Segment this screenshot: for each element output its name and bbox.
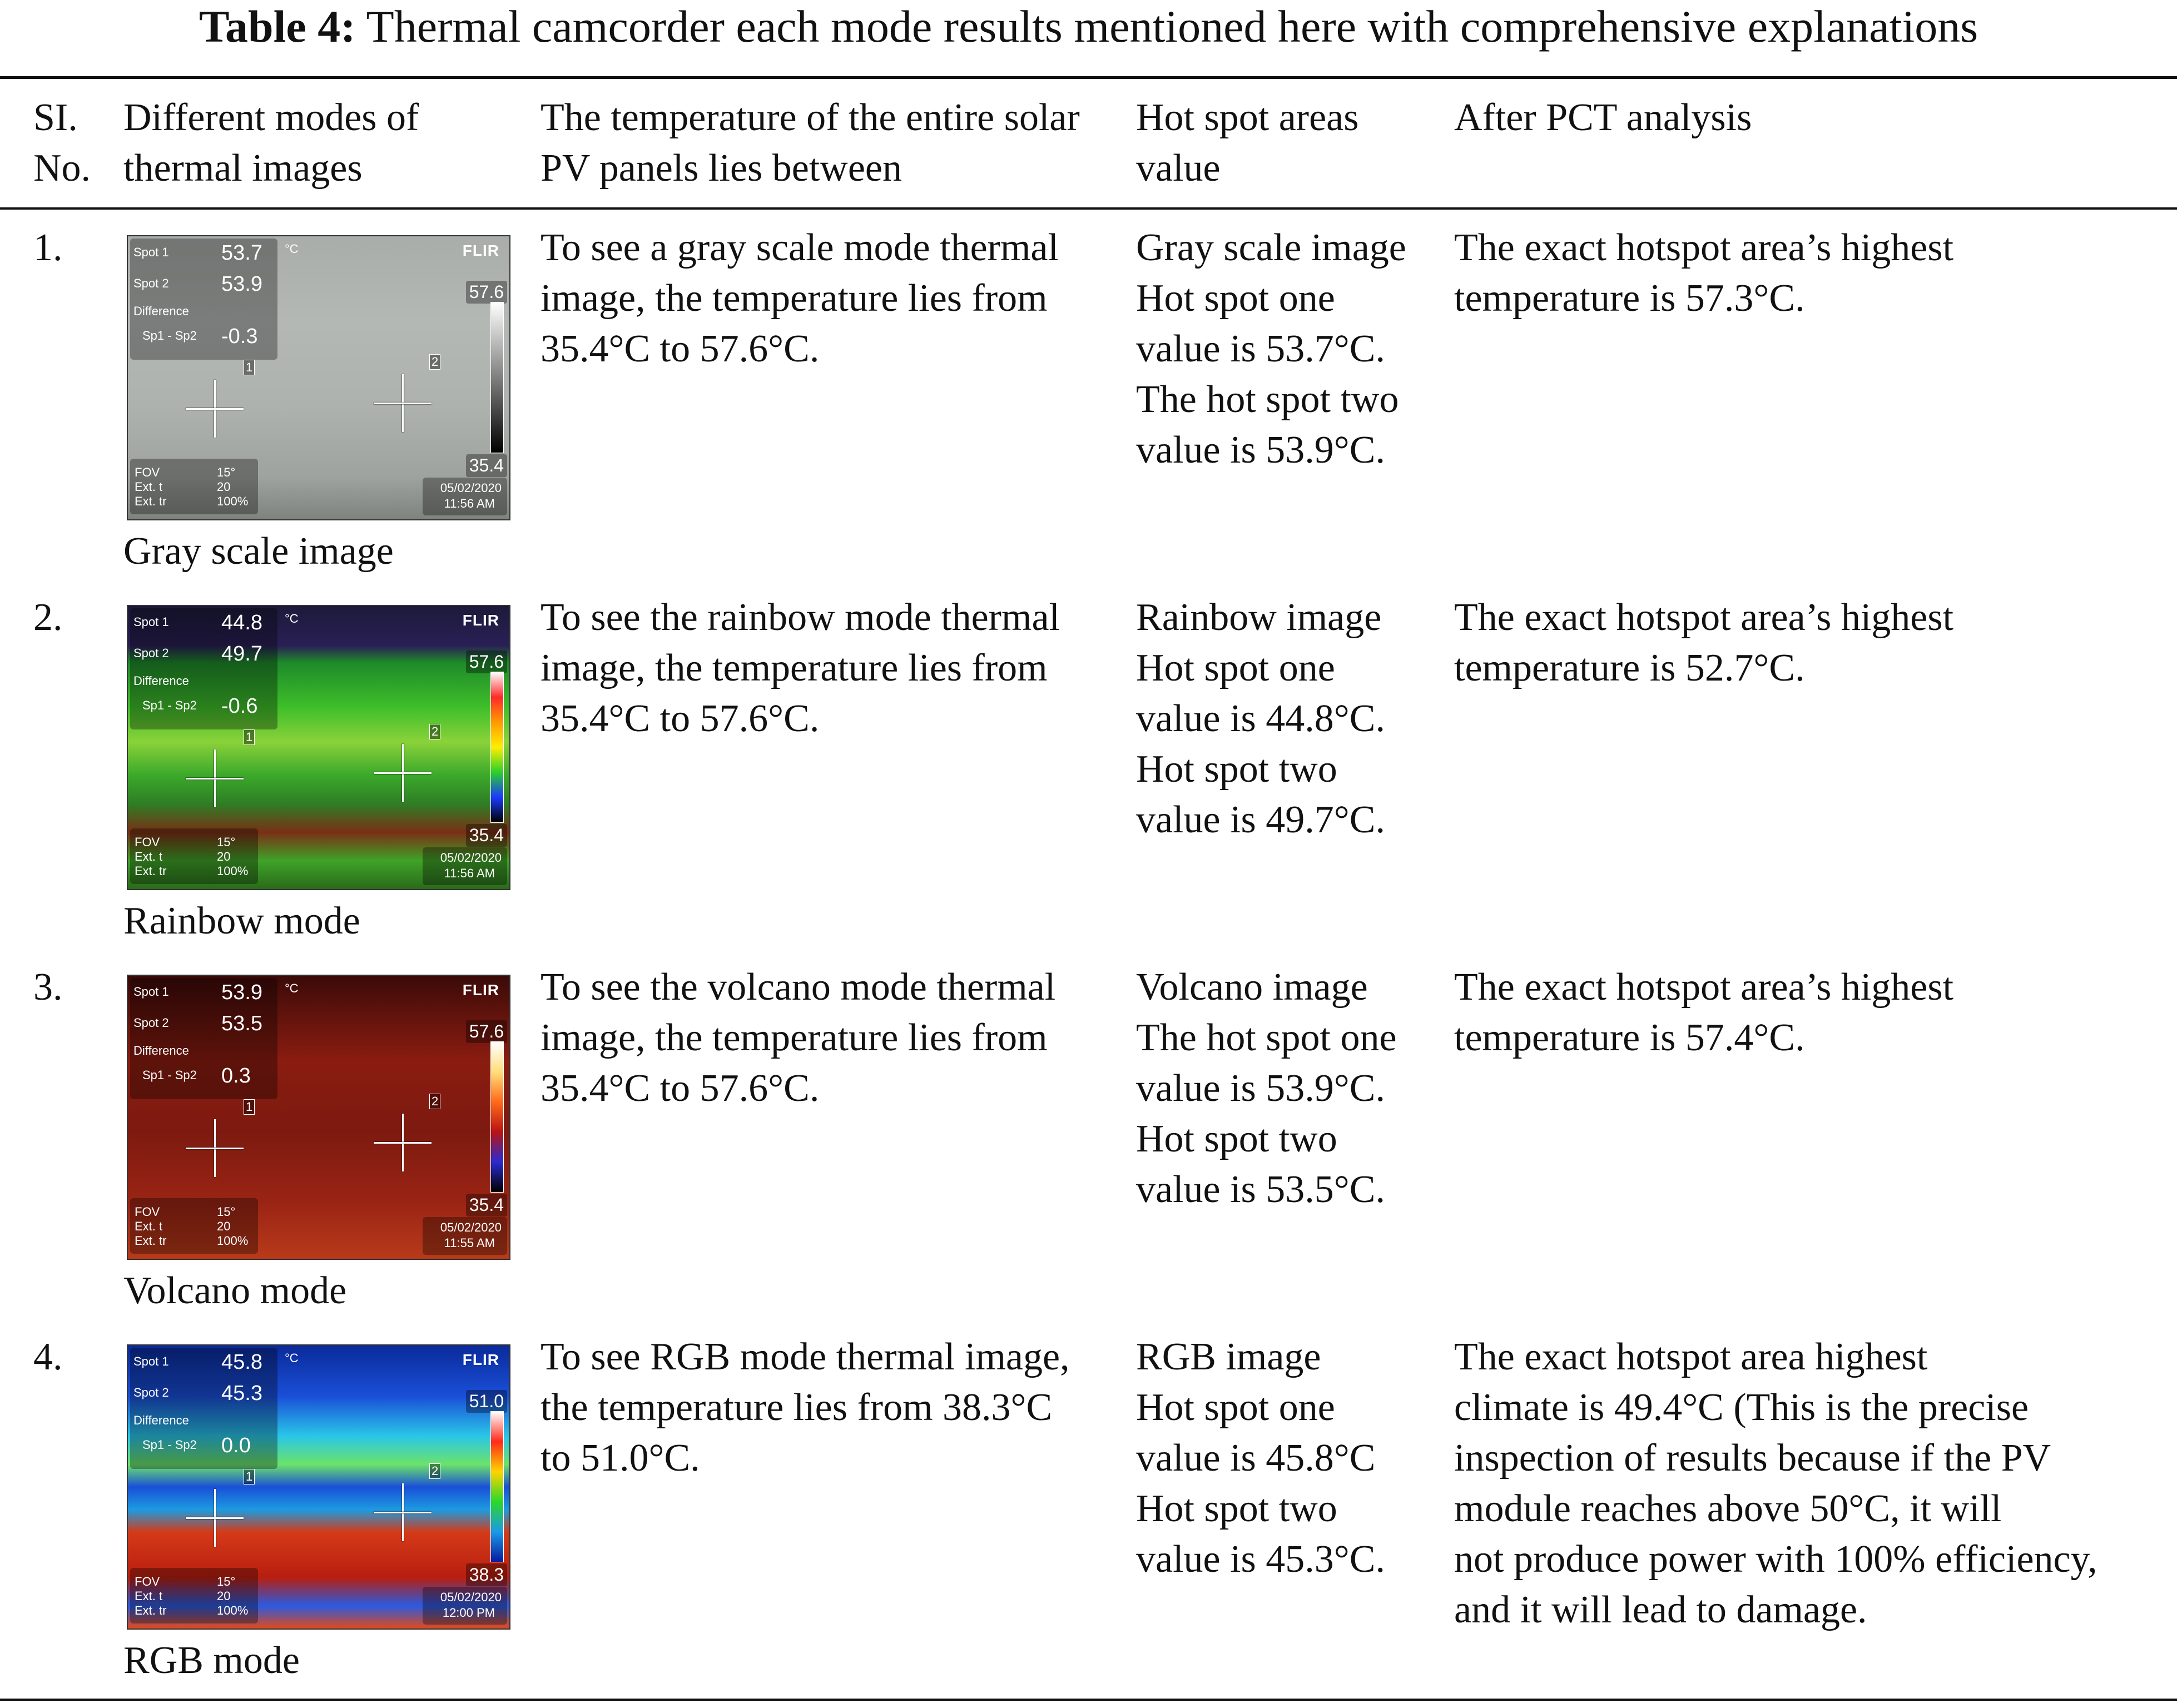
header-modes: Different modes of thermal images [123,96,419,190]
hotspot-values-text: RGB image Hot spot one value is 45.8°C Hot spot two value is 45.3°C. [1136,1335,1385,1581]
pct-analysis-text: The exact hotspot area’s highest temperature is 57.3°C. [1454,226,1954,320]
image-mode-label: Volcano mode [123,1269,347,1312]
spot1-value: 44.8 [221,611,262,634]
difference-value: 0.0 [221,1434,251,1457]
scale-min-value: 35.4 [466,1194,507,1217]
difference-label: Difference [133,1044,189,1057]
crosshair-spot-1 [186,749,244,807]
temperature-range-text: To see the rainbow mode thermal image, the temperature lies from 35.4°C to 57.6°C. [540,596,1060,740]
thermal-image-2 [127,605,510,890]
spot1-label: Spot 1 [133,985,169,999]
spot2-label: Spot 2 [133,1386,169,1399]
spot-marker-1: 1 [244,360,255,375]
flir-logo: FLIR [462,242,499,259]
thermal-image-3 [127,975,510,1260]
ext-tr-value: 100% [217,494,249,508]
scale-max-value: 57.6 [466,1020,507,1043]
crosshair-spot-2 [374,374,432,432]
sp-difference-label: Sp1 - Sp2 [142,329,197,342]
crosshair-spot-2 [374,1483,432,1541]
ext-tr-label: Ext. tr [135,494,167,508]
fov-label: FOV [135,1575,160,1588]
spot1-label: Spot 1 [133,1354,169,1368]
ext-tr-label: Ext. tr [135,1603,167,1617]
spot1-value: 53.7 [221,241,262,265]
row-number: 3. [33,966,63,1009]
color-scale-bar [490,672,504,823]
difference-label: Difference [133,1413,189,1427]
thermal-image-1 [127,235,510,520]
ext-tr-value: 100% [217,864,249,878]
unit-label: °C [285,612,299,625]
fov-label: FOV [135,835,160,849]
header-sl-no: SI. No. [33,96,91,190]
fov-label: FOV [135,465,160,479]
spot-marker-1: 1 [244,729,255,745]
crosshair-spot-1 [186,1489,244,1547]
bottom-rule [0,1699,2177,1701]
image-mode-label: Gray scale image [123,530,394,573]
spot1-value: 45.8 [221,1350,262,1374]
spot2-label: Spot 2 [133,646,169,660]
capture-date: 05/02/2020 [440,1590,502,1604]
sp-difference-label: Sp1 - Sp2 [142,1438,197,1452]
header-pct: After PCT analysis [1454,96,1752,139]
color-scale-bar [490,302,504,453]
row-number: 4. [33,1335,63,1378]
spot-marker-2: 2 [429,354,440,370]
unit-label: °C [285,242,299,256]
spot1-label: Spot 1 [133,615,169,629]
row-number: 1. [33,226,63,269]
spot2-label: Spot 2 [133,1016,169,1030]
temperature-range-text: To see a gray scale mode thermal image, the temperature lies from 35.4°C to 57.6°C. [540,226,1059,370]
spot1-value: 53.9 [221,981,262,1004]
capture-time: 11:56 AM [444,866,495,880]
pct-analysis-text: The exact hotspot area’s highest temperature is 52.7°C. [1454,596,1954,689]
header-hotspot: Hot spot areas value [1136,96,1359,190]
crosshair-spot-2 [374,1114,432,1171]
capture-date: 05/02/2020 [440,1220,502,1234]
ext-t-label: Ext. t [135,850,163,863]
image-mode-label: Rainbow mode [123,900,360,942]
difference-value: 0.3 [221,1064,251,1088]
hotspot-values-text: Volcano image The hot spot one value is 53.9°C. Hot spot two value is 53.5°C. [1136,966,1397,1211]
fov-label: FOV [135,1205,160,1219]
fov-value: 15° [217,465,236,479]
spot2-value: 53.5 [221,1012,262,1035]
hotspot-values-text: Rainbow image Hot spot one value is 44.8°C. Hot spot two value is 49.7°C. [1136,596,1385,841]
image-mode-label: RGB mode [123,1639,300,1682]
ext-t-value: 20 [217,850,231,863]
spot-marker-2: 2 [429,1094,440,1109]
temperature-range-text: To see RGB mode thermal image, the temperature lies from 38.3°C to 51.0°C. [540,1335,1070,1479]
sp-difference-label: Sp1 - Sp2 [142,698,197,712]
ext-tr-label: Ext. tr [135,864,167,878]
fov-value: 15° [217,1205,236,1219]
spot-marker-1: 1 [244,1099,255,1115]
header-temperature: The temperature of the entire solar PV panels lies between [540,96,1080,190]
spot-marker-1: 1 [244,1469,255,1484]
scale-max-value: 57.6 [466,281,507,304]
difference-label: Difference [133,304,189,318]
spot2-value: 53.9 [221,272,262,296]
caption-label: Table 4: [199,1,356,52]
temperature-range-text: To see the volcano mode thermal image, the temperature lies from 35.4°C to 57.6°C. [540,966,1056,1110]
crosshair-spot-2 [374,744,432,802]
ext-t-label: Ext. t [135,480,163,494]
hotspot-values-text: Gray scale image Hot spot one value is 53.7°C. The hot spot two value is 53.9°C. [1136,226,1406,471]
ext-t-value: 20 [217,1589,231,1603]
ext-t-label: Ext. t [135,1219,163,1233]
capture-date: 05/02/2020 [440,481,502,495]
ext-tr-value: 100% [217,1234,249,1248]
ext-t-value: 20 [217,480,231,494]
color-scale-bar [490,1411,504,1562]
pct-analysis-text: The exact hotspot area highest climate is 49.4°C (This is the precise inspection of results because if the PV module reaches above 50°C, it will not produce power with 100% efficiency, and it will lead to damage. [1454,1335,2097,1631]
unit-label: °C [285,1351,299,1365]
row-number: 2. [33,596,63,639]
difference-label: Difference [133,674,189,688]
spot-marker-2: 2 [429,724,440,739]
spot2-value: 49.7 [221,642,262,666]
crosshair-spot-1 [186,380,244,438]
color-scale-bar [490,1041,504,1193]
capture-time: 11:55 AM [444,1236,495,1250]
ext-t-label: Ext. t [135,1589,163,1603]
flir-logo: FLIR [462,1351,499,1368]
scale-max-value: 51.0 [466,1390,507,1413]
ext-tr-label: Ext. tr [135,1234,167,1248]
capture-time: 12:00 PM [442,1606,495,1620]
scale-max-value: 57.6 [466,651,507,673]
unit-label: °C [285,981,299,995]
capture-time: 11:56 AM [444,496,495,510]
scale-min-value: 38.3 [466,1563,507,1586]
top-rule [0,76,2177,79]
spot2-label: Spot 2 [133,276,169,290]
sp-difference-label: Sp1 - Sp2 [142,1068,197,1082]
ext-tr-value: 100% [217,1603,249,1617]
scale-min-value: 35.4 [466,454,507,477]
thermal-image-4 [127,1344,510,1630]
pct-analysis-text: The exact hotspot area’s highest temperature is 57.4°C. [1454,966,1954,1059]
flir-logo: FLIR [462,612,499,629]
header-rule [0,207,2177,210]
crosshair-spot-1 [186,1119,244,1177]
table-caption [0,0,2177,53]
scale-min-value: 35.4 [466,824,507,847]
spot1-label: Spot 1 [133,245,169,259]
fov-value: 15° [217,1575,236,1588]
spot2-value: 45.3 [221,1382,262,1405]
capture-date: 05/02/2020 [440,851,502,865]
fov-value: 15° [217,835,236,849]
ext-t-value: 20 [217,1219,231,1233]
difference-value: -0.3 [221,325,258,348]
flir-logo: FLIR [462,981,499,999]
caption-text: Thermal camcorder each mode results mentioned here with comprehensive explanations [366,1,1978,52]
difference-value: -0.6 [221,694,258,718]
spot-marker-2: 2 [429,1463,440,1479]
